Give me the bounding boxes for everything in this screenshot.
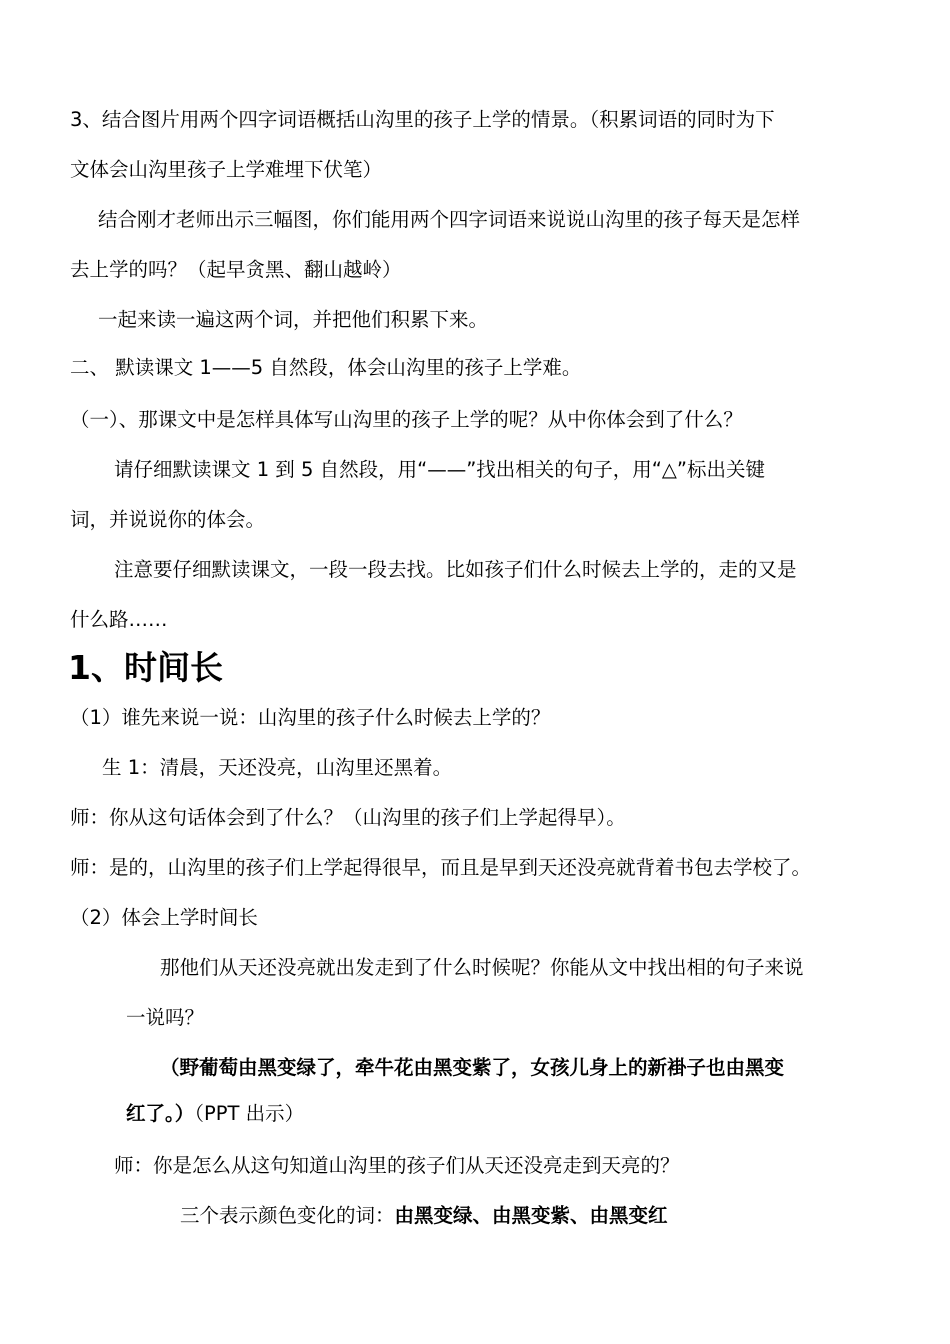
paragraph-line: （2）体会上学时间长 [70,906,258,929]
paragraph-line: 一说吗？ [126,1006,205,1029]
paragraph-line: 3、结合图片用两个四字词语概括山沟里的孩子上学的情景。（积累词语的同时为下 [70,108,775,131]
paragraph-line: 师：你从这句话体会到了什么？（山沟里的孩子们上学起得早）。 [70,806,626,829]
color-words-label: 三个表示颜色变化的词： [180,1204,395,1227]
paragraph-line: 师：你是怎么从这句知道山沟里的孩子们从天还没亮走到天亮的？ [114,1154,680,1177]
subsection-heading: 1、时间长 [68,648,223,687]
quoted-sentence-end: 红了。） [126,1102,195,1125]
paragraph-line [126,1100,304,1128]
paragraph-line: 师：是的，山沟里的孩子们上学起得很早，而且是早到天还没亮就背着书包去学校了。 [70,856,812,879]
paragraph-line: 注意要仔细默读课文，一段一段去找。比如孩子们什么时候去上学的，走的又是 [114,558,797,581]
paragraph-line: 词，并说说你的体会。 [70,508,266,531]
section-heading: 二、 默读课文 1——5 自然段，体会山沟里的孩子上学难。 [70,356,582,379]
paragraph-line: （1）谁先来说一说：山沟里的孩子什么时候去上学的？ [70,706,551,729]
paragraph-line: 一起来读一遍这两个词，并把他们积累下来。 [98,308,489,331]
paragraph-line: 去上学的吗？（起早贪黑、翻山越岭） [70,258,402,281]
ppt-note: （PPT 出示） [194,1102,305,1125]
paragraph-line: 文体会山沟里孩子上学难埋下伏笔） [70,158,383,181]
color-words: 由黑变绿、由黑变紫、由黑变红 [394,1204,668,1227]
paragraph-line: 什么路…… [70,608,168,631]
paragraph-line: 那他们从天还没亮就出发走到了什么时候呢？你能从文中找出相的句子来说 [160,956,804,979]
quoted-sentence: （野葡萄由黑变绿了，牵牛花由黑变紫了，女孩儿身上的新褂子也由黑变 [160,1056,785,1079]
paragraph-line: 结合刚才老师出示三幅图，你们能用两个四字词语来说说山沟里的孩子每天是怎样 [98,208,801,231]
paragraph-line: （一）、那课文中是怎样具体写山沟里的孩子上学的呢？从中你体会到了什么？ [70,408,743,431]
paragraph-line: 请仔细默读课文 1 到 5 自然段，用“——”找出相关的句子，用“△”标出关键 [114,458,766,481]
paragraph-line: 生 1：清晨，天还没亮，山沟里还黑着。 [102,756,453,779]
paragraph-line [180,1202,668,1230]
